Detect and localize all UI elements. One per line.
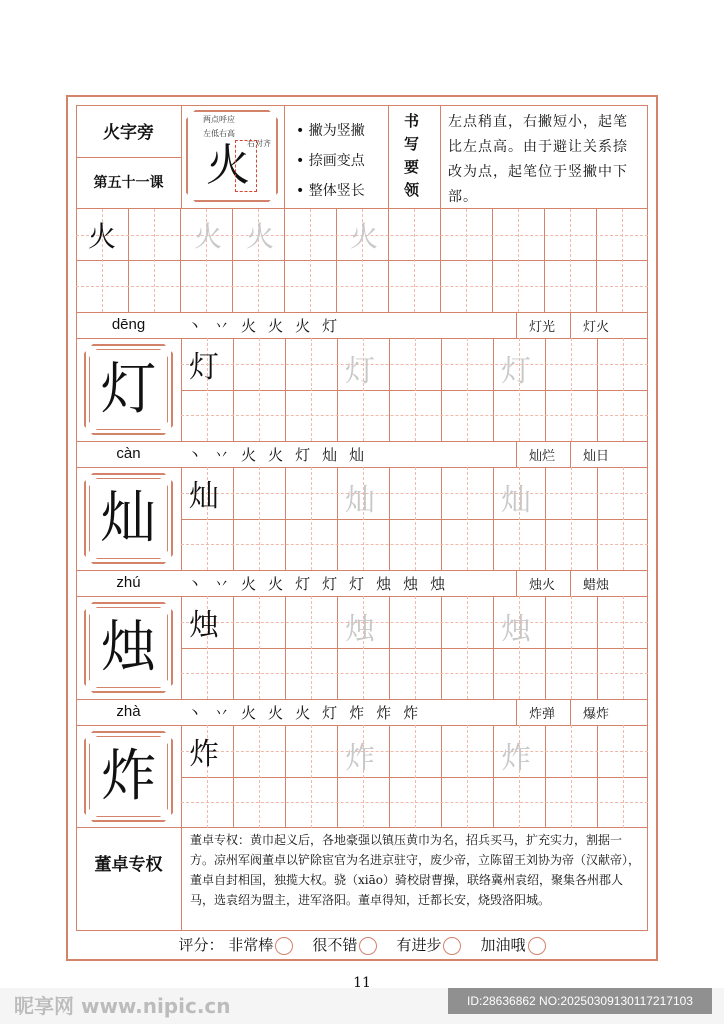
stroke-order bbox=[187, 573, 547, 594]
watermark-logo: 昵享网 www.nipic.cn bbox=[14, 994, 231, 1018]
stroke-step: 烛 bbox=[430, 575, 446, 593]
tips-list: • 撇为竖撇 • 捺画变点 • 整体竖长 bbox=[296, 123, 365, 199]
rating-option-1[interactable]: 非常棒 bbox=[228, 936, 293, 954]
model-char: 灿 bbox=[189, 479, 219, 514]
stroke-step: 火 bbox=[268, 317, 284, 335]
watermark-id: ID:28636862 NO:20250309130117217103 bbox=[448, 988, 712, 1014]
stroke-step: 丶 bbox=[187, 575, 203, 593]
stroke-step: 丷 bbox=[214, 446, 230, 464]
stroke-step: 丷 bbox=[214, 317, 230, 335]
tip-3: 整体竖长 bbox=[308, 183, 365, 199]
model-char: 烛 bbox=[189, 608, 219, 643]
story-text: 董卓专权：黄巾起义后，各地豪强以镇压黄巾为名，招兵买马，扩充实力，割据一方。凉州军阀董卓以铲除宦官为名进京驻守，废少帝，立陈留王刘协为帝（汉献帝），董卓自封相国，独揽大权。骁（xiāo）骑校尉曹操，联络冀州袁绍，聚集各州郡人马，选袁绍为盟主，进军洛阳。董卓得知，迁都长安，烧毁洛阳城。 bbox=[190, 833, 641, 907]
annotation-right: 右对齐 bbox=[247, 139, 271, 148]
stroke-step: 灯 bbox=[322, 317, 338, 335]
pinyin-label: dēng bbox=[111, 316, 146, 333]
stroke-step: 灯 bbox=[322, 704, 338, 722]
stroke-step: 火 bbox=[268, 704, 284, 722]
model-char: 炸 bbox=[189, 737, 219, 772]
tip-2: 捺画变点 bbox=[308, 153, 365, 169]
stroke-step: 火 bbox=[241, 704, 257, 722]
big-char: 灿 bbox=[100, 486, 157, 551]
annotation-top: 两点呼应 bbox=[203, 115, 235, 124]
stroke-step: 灿 bbox=[349, 446, 365, 464]
stroke-step: 丶 bbox=[187, 704, 203, 722]
radical-model-char: 火 bbox=[88, 220, 117, 253]
stroke-step: 灯 bbox=[349, 575, 365, 593]
story-title: 董卓专权 bbox=[94, 855, 163, 875]
rating-circle[interactable] bbox=[528, 937, 546, 955]
stroke-step: 炸 bbox=[403, 704, 419, 722]
stroke-step: 丶 bbox=[187, 446, 203, 464]
stroke-step: 炸 bbox=[349, 704, 365, 722]
stroke-order bbox=[187, 444, 547, 465]
stroke-step: 火 bbox=[241, 446, 257, 464]
word-2: 灯火 bbox=[582, 320, 609, 335]
key-label: 书写要领 bbox=[404, 112, 420, 199]
word-1: 灿烂 bbox=[528, 449, 555, 464]
annotation-mid: 左低右高 bbox=[203, 129, 235, 138]
stroke-step: 丶 bbox=[187, 317, 203, 335]
big-char: 炸 bbox=[100, 744, 157, 809]
ghost-char: 灯 bbox=[345, 354, 375, 389]
stroke-step: 烛 bbox=[376, 575, 392, 593]
rating-option-3[interactable]: 有进步 bbox=[396, 936, 461, 954]
radical-title: 火字旁 bbox=[103, 123, 154, 143]
alignment-guide bbox=[235, 140, 257, 192]
lesson-label: 第五十一课 bbox=[93, 175, 164, 191]
word-1: 灯光 bbox=[528, 320, 555, 335]
rating-bar bbox=[76, 931, 648, 959]
rating-option-2[interactable]: 很不错 bbox=[312, 936, 377, 954]
page-number: 11 bbox=[353, 975, 371, 991]
ghost-char: 灿 bbox=[501, 483, 531, 518]
ghost-char: 炸 bbox=[501, 741, 531, 776]
word-2: 灿日 bbox=[582, 449, 609, 464]
ghost-char: 烛 bbox=[345, 612, 375, 647]
stroke-step: 火 bbox=[241, 317, 257, 335]
stroke-step: 灯 bbox=[295, 575, 311, 593]
radical-char: 火 bbox=[206, 140, 250, 191]
word-1: 烛火 bbox=[528, 578, 555, 593]
ghost-char: 烛 bbox=[501, 612, 531, 647]
radical-ghost-char: 火 bbox=[194, 220, 223, 253]
tip-1: 撇为竖撇 bbox=[308, 123, 365, 139]
stroke-step: 火 bbox=[295, 704, 311, 722]
radical-ghost-char: 火 bbox=[246, 220, 275, 253]
stroke-step: 炸 bbox=[376, 704, 392, 722]
rating-option-4[interactable]: 加油哦 bbox=[481, 936, 546, 954]
stroke-step: 灯 bbox=[322, 575, 338, 593]
model-char: 灯 bbox=[189, 350, 219, 385]
radical-ghost-char: 火 bbox=[350, 220, 379, 253]
stroke-order bbox=[187, 315, 547, 336]
stroke-step: 火 bbox=[295, 317, 311, 335]
pinyin-label: zhú bbox=[116, 574, 141, 591]
ghost-char: 灯 bbox=[501, 354, 531, 389]
pinyin-label: càn bbox=[116, 445, 141, 462]
rating-circle[interactable] bbox=[359, 937, 377, 955]
stroke-step: 火 bbox=[268, 575, 284, 593]
ghost-char: 炸 bbox=[345, 741, 375, 776]
word-2: 蜡烛 bbox=[582, 578, 609, 593]
stroke-step: 丷 bbox=[214, 704, 230, 722]
big-char: 灯 bbox=[100, 357, 157, 422]
word-2: 爆炸 bbox=[582, 707, 609, 722]
stroke-step: 火 bbox=[268, 446, 284, 464]
stroke-step: 灯 bbox=[295, 446, 311, 464]
pinyin-label: zhà bbox=[116, 703, 141, 720]
rating-label: 评分： bbox=[178, 936, 224, 954]
stroke-step: 烛 bbox=[403, 575, 419, 593]
word-1: 炸弹 bbox=[528, 707, 555, 722]
key-text: 左点稍直，右撇短小，起笔比左点高。由于避让关系捺改为点，起笔位于竖撇中下部。 bbox=[448, 114, 628, 205]
stroke-step: 丷 bbox=[214, 575, 230, 593]
stroke-order bbox=[187, 702, 547, 723]
big-char: 烛 bbox=[100, 615, 157, 680]
rating-circle[interactable] bbox=[443, 937, 461, 955]
stroke-step: 火 bbox=[241, 575, 257, 593]
stroke-step: 灿 bbox=[322, 446, 338, 464]
ghost-char: 灿 bbox=[345, 483, 375, 518]
rating-circle[interactable] bbox=[275, 937, 293, 955]
